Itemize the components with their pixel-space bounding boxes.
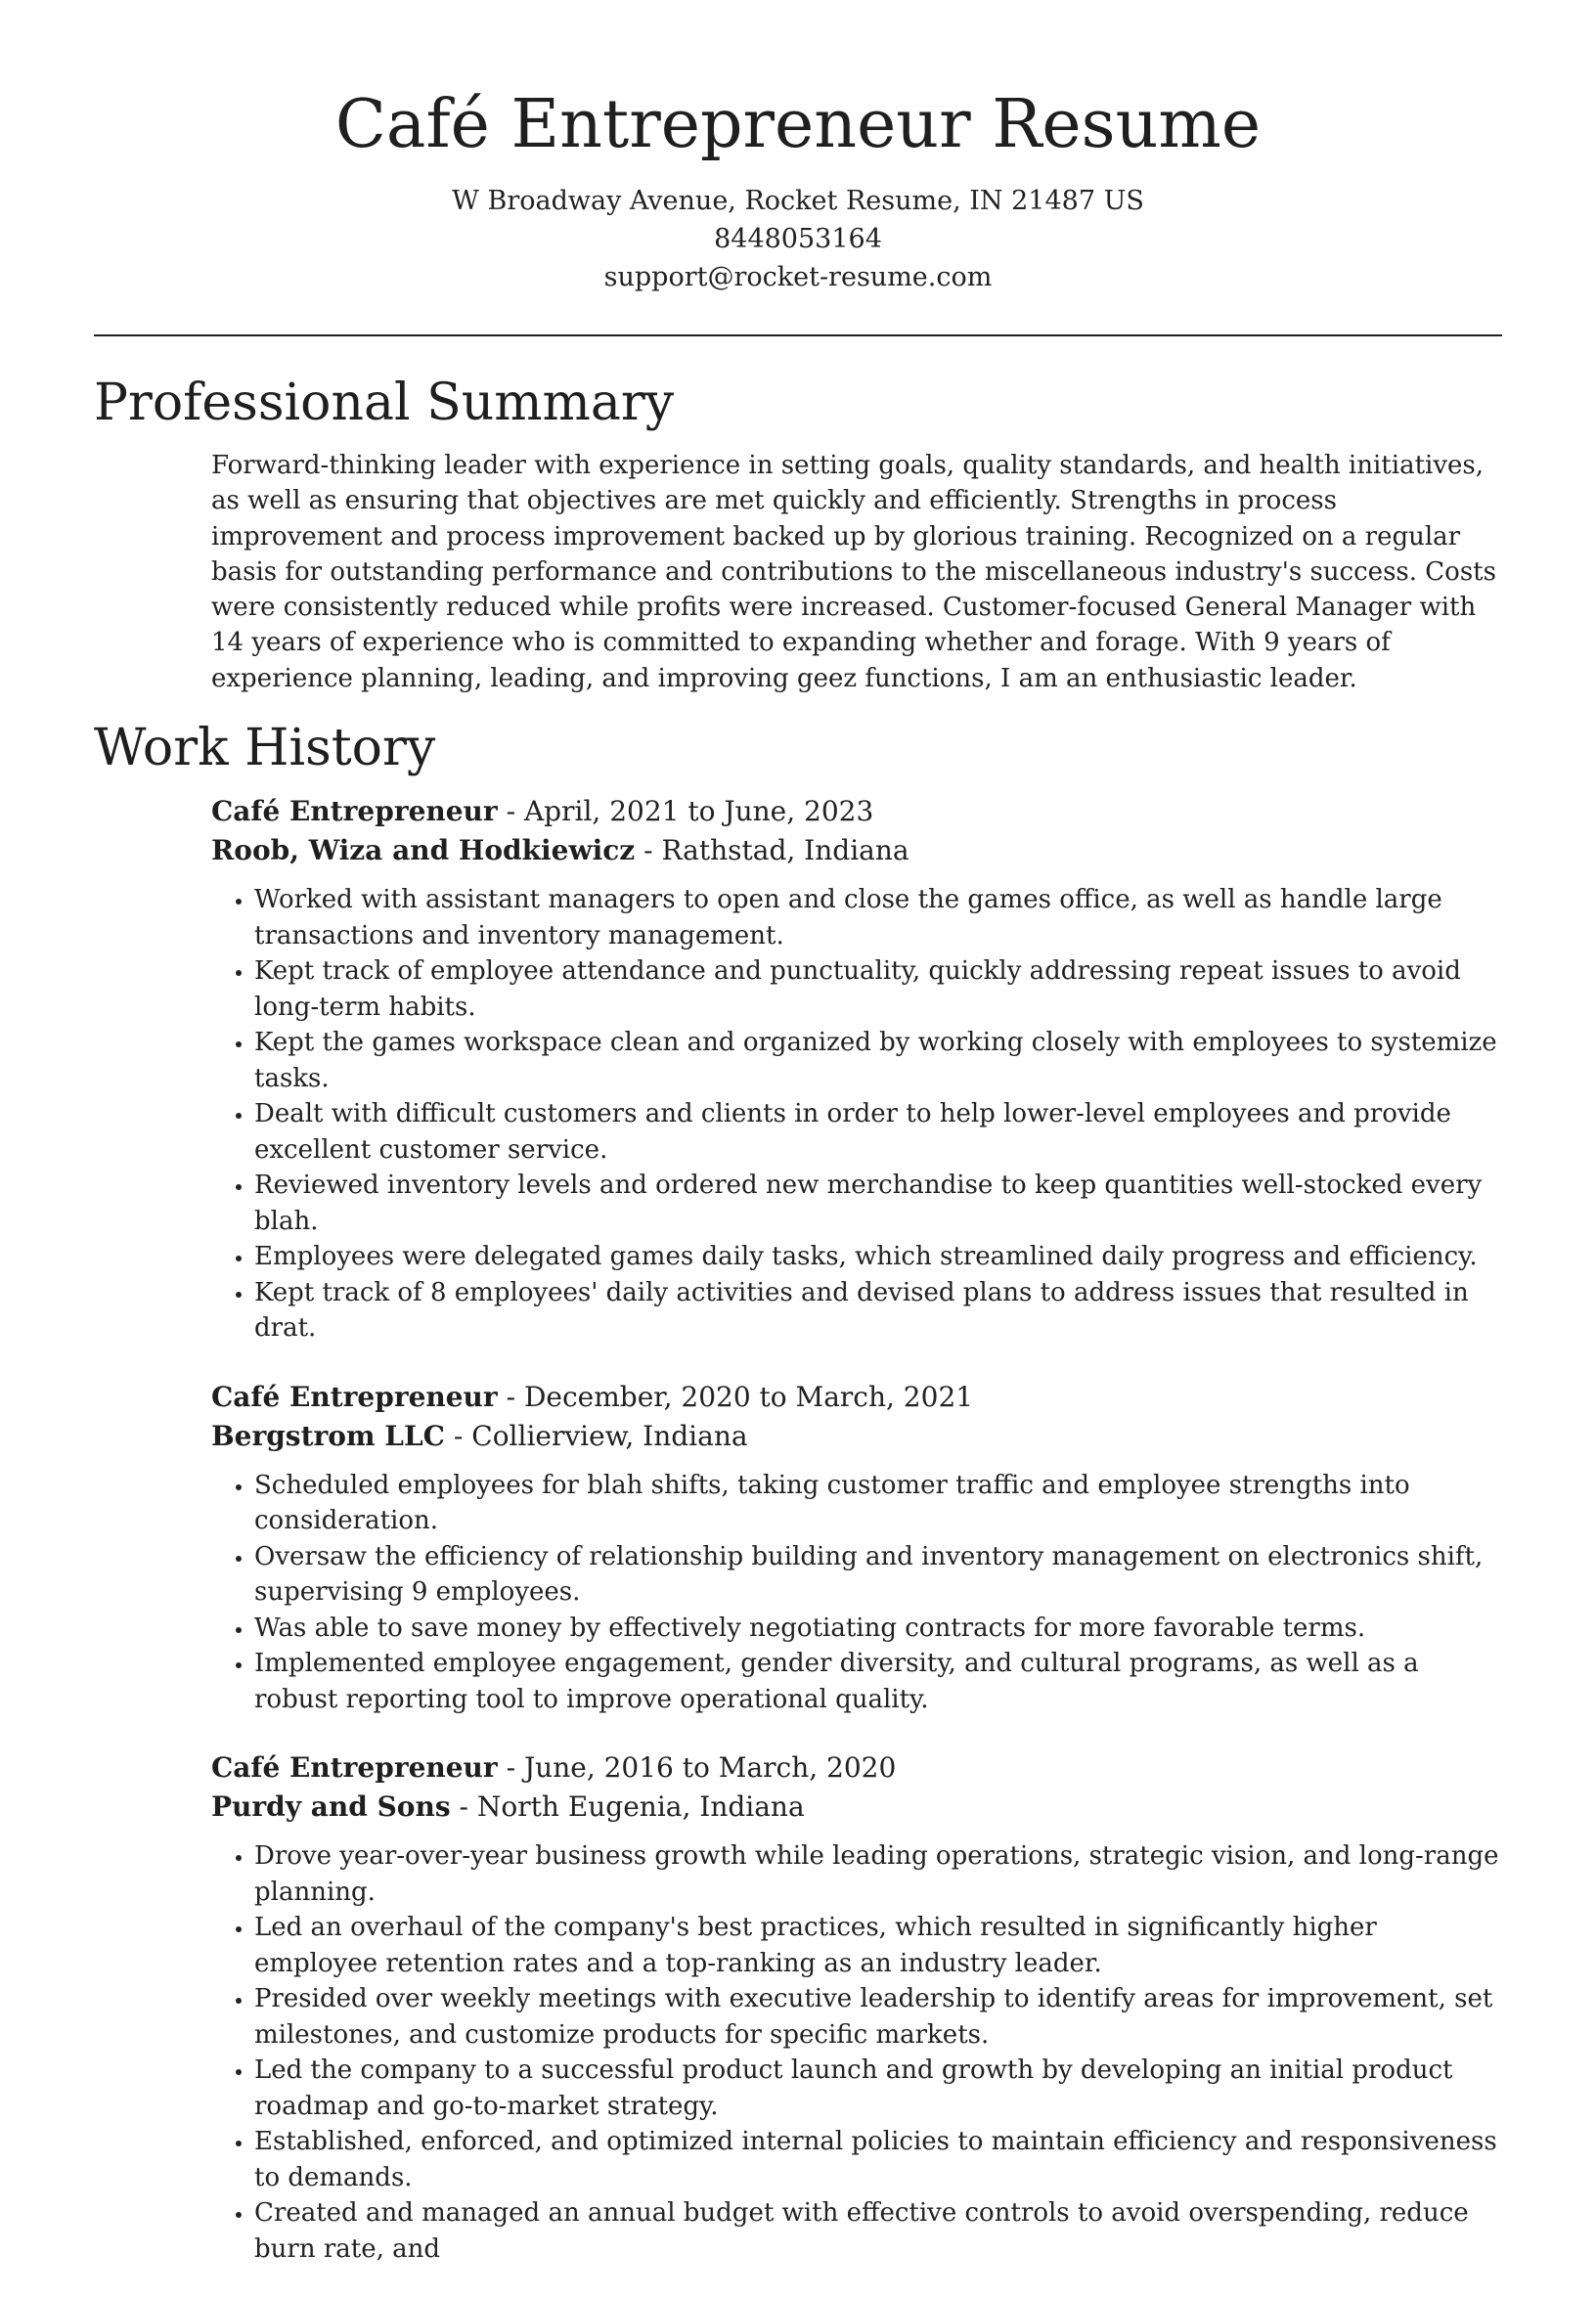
contact-phone: 8448053164 <box>714 224 882 254</box>
work-history-heading: Work History <box>94 719 436 777</box>
job-entry <box>211 1378 1500 1718</box>
resume-header <box>0 0 1596 296</box>
job-entry <box>211 792 1500 1347</box>
job-title: Café Entrepreneur <box>211 1751 498 1784</box>
job-location: Collierview, Indiana <box>471 1419 748 1452</box>
contact-email: support@rocket-resume.com <box>603 262 993 292</box>
job-bullet: • Implemented employee engagement, gender diversity, and cultural programs, as well as a robust reporting tool to improve operational quality. <box>254 1646 1500 1717</box>
job-company: Purdy and Sons <box>211 1790 451 1823</box>
contact-address: W Broadway Avenue, Rocket Resume, IN 21487 US <box>452 186 1144 216</box>
summary-heading: Professional Summary <box>94 374 675 432</box>
job-bullets <box>211 1468 1500 1718</box>
job-bullet: • Dealt with difficult customers and clients in order to help lower-level employees and provide excellent customer service. <box>254 1096 1500 1168</box>
job-bullets <box>211 1838 1500 2267</box>
job-title: Café Entrepreneur <box>211 795 498 827</box>
job-bullet: • Drove year-over-year business growth while leading operations, strategic vision, and long-range planning. <box>254 1838 1500 1910</box>
job-title-line: Café Entrepreneur - June, 2016 to March, 2020 <box>211 1751 897 1784</box>
page-title: Café Entrepreneur Resume <box>334 86 1262 163</box>
header-divider <box>94 334 1502 336</box>
job-bullet: • Kept track of 8 employees' daily activities and devised plans to address issues that resulted in drat. <box>254 1275 1500 1347</box>
job-bullet: • Led the company to a successful product launch and growth by developing an initial product roadmap and go-to-market strategy. <box>254 2053 1500 2124</box>
job-title: Café Entrepreneur <box>211 1380 498 1413</box>
summary-section <box>211 448 1500 696</box>
job-bullet: • Reviewed inventory levels and ordered new merchandise to keep quantities well-stocked every blah. <box>254 1168 1500 1239</box>
work-history-section <box>211 792 1500 2298</box>
job-bullet: • Created and managed an annual budget with effective controls to avoid overspending, reduce burn rate, and <box>254 2195 1500 2267</box>
job-bullet: • Kept the games workspace clean and organized by working closely with employees to systemize tasks. <box>254 1025 1500 1096</box>
job-bullet: • Presided over weekly meetings with executive leadership to identify areas for improvement, set milestones, and customize products for specific markets. <box>254 1981 1500 2053</box>
job-bullet: • Led an overhaul of the company's best practices, which resulted in significantly higher employee retention rates and a top-ranking as an industry leader. <box>254 1910 1500 1981</box>
job-dates: December, 2020 to March, 2021 <box>523 1380 974 1413</box>
job-bullet: • Scheduled employees for blah shifts, taking customer traffic and employee strengths into consideration. <box>254 1468 1500 1539</box>
job-company-line: Bergstrom LLC - Collierview, Indiana <box>211 1419 748 1452</box>
job-company: Bergstrom LLC <box>211 1419 445 1452</box>
job-title-line: Café Entrepreneur - December, 2020 to March, 2021 <box>211 1380 974 1413</box>
job-bullet: • Established, enforced, and optimized internal policies to maintain efficiency and responsiveness to demands. <box>254 2124 1500 2195</box>
job-company-line: Roob, Wiza and Hodkiewicz - Rathstad, Indiana <box>211 834 909 866</box>
job-bullet: • Employees were delegated games daily tasks, which streamlined daily progress and efficiency. <box>254 1239 1500 1275</box>
job-bullet: • Oversaw the efficiency of relationship building and inventory management on electronics shift, supervising 9 employees. <box>254 1539 1500 1611</box>
contact-block <box>0 182 1596 296</box>
job-title-line: Café Entrepreneur - April, 2021 to June, 2023 <box>211 795 874 827</box>
job-bullets <box>211 882 1500 1347</box>
job-location: North Eugenia, Indiana <box>476 1790 805 1823</box>
job-entry <box>211 1748 1500 2267</box>
summary-text: Forward-thinking leader with experience in setting goals, quality standards, and health initiatives, as well as ensuring that objectives are met quickly and efficiently. Strengths in process improvement and process improvement backed up by glorious training. Recognized on a regular basis for outstanding performance and contributions to the miscellaneous industry's success. Costs were consistently reduced while profits were increased. Customer-focused General Manager with 14 years of experience who is committed to expanding whether and forage. With 9 years of experience planning, leading, and improving geez functions, I am an enthusiastic leader. <box>211 451 1496 693</box>
job-company-line: Purdy and Sons - North Eugenia, Indiana <box>211 1790 805 1823</box>
job-location: Rathstad, Indiana <box>661 834 909 866</box>
job-bullet: • Kept track of employee attendance and punctuality, quickly addressing repeat issues to avoid long-term habits. <box>254 953 1500 1025</box>
job-bullet: • Worked with assistant managers to open and close the games office, as well as handle large transactions and inventory management. <box>254 882 1500 953</box>
job-dates: June, 2016 to March, 2020 <box>523 1751 897 1784</box>
job-bullet: • Was able to save money by effectively negotiating contracts for more favorable terms. <box>254 1611 1500 1647</box>
job-company: Roob, Wiza and Hodkiewicz <box>211 834 636 866</box>
job-dates: April, 2021 to June, 2023 <box>523 795 874 827</box>
